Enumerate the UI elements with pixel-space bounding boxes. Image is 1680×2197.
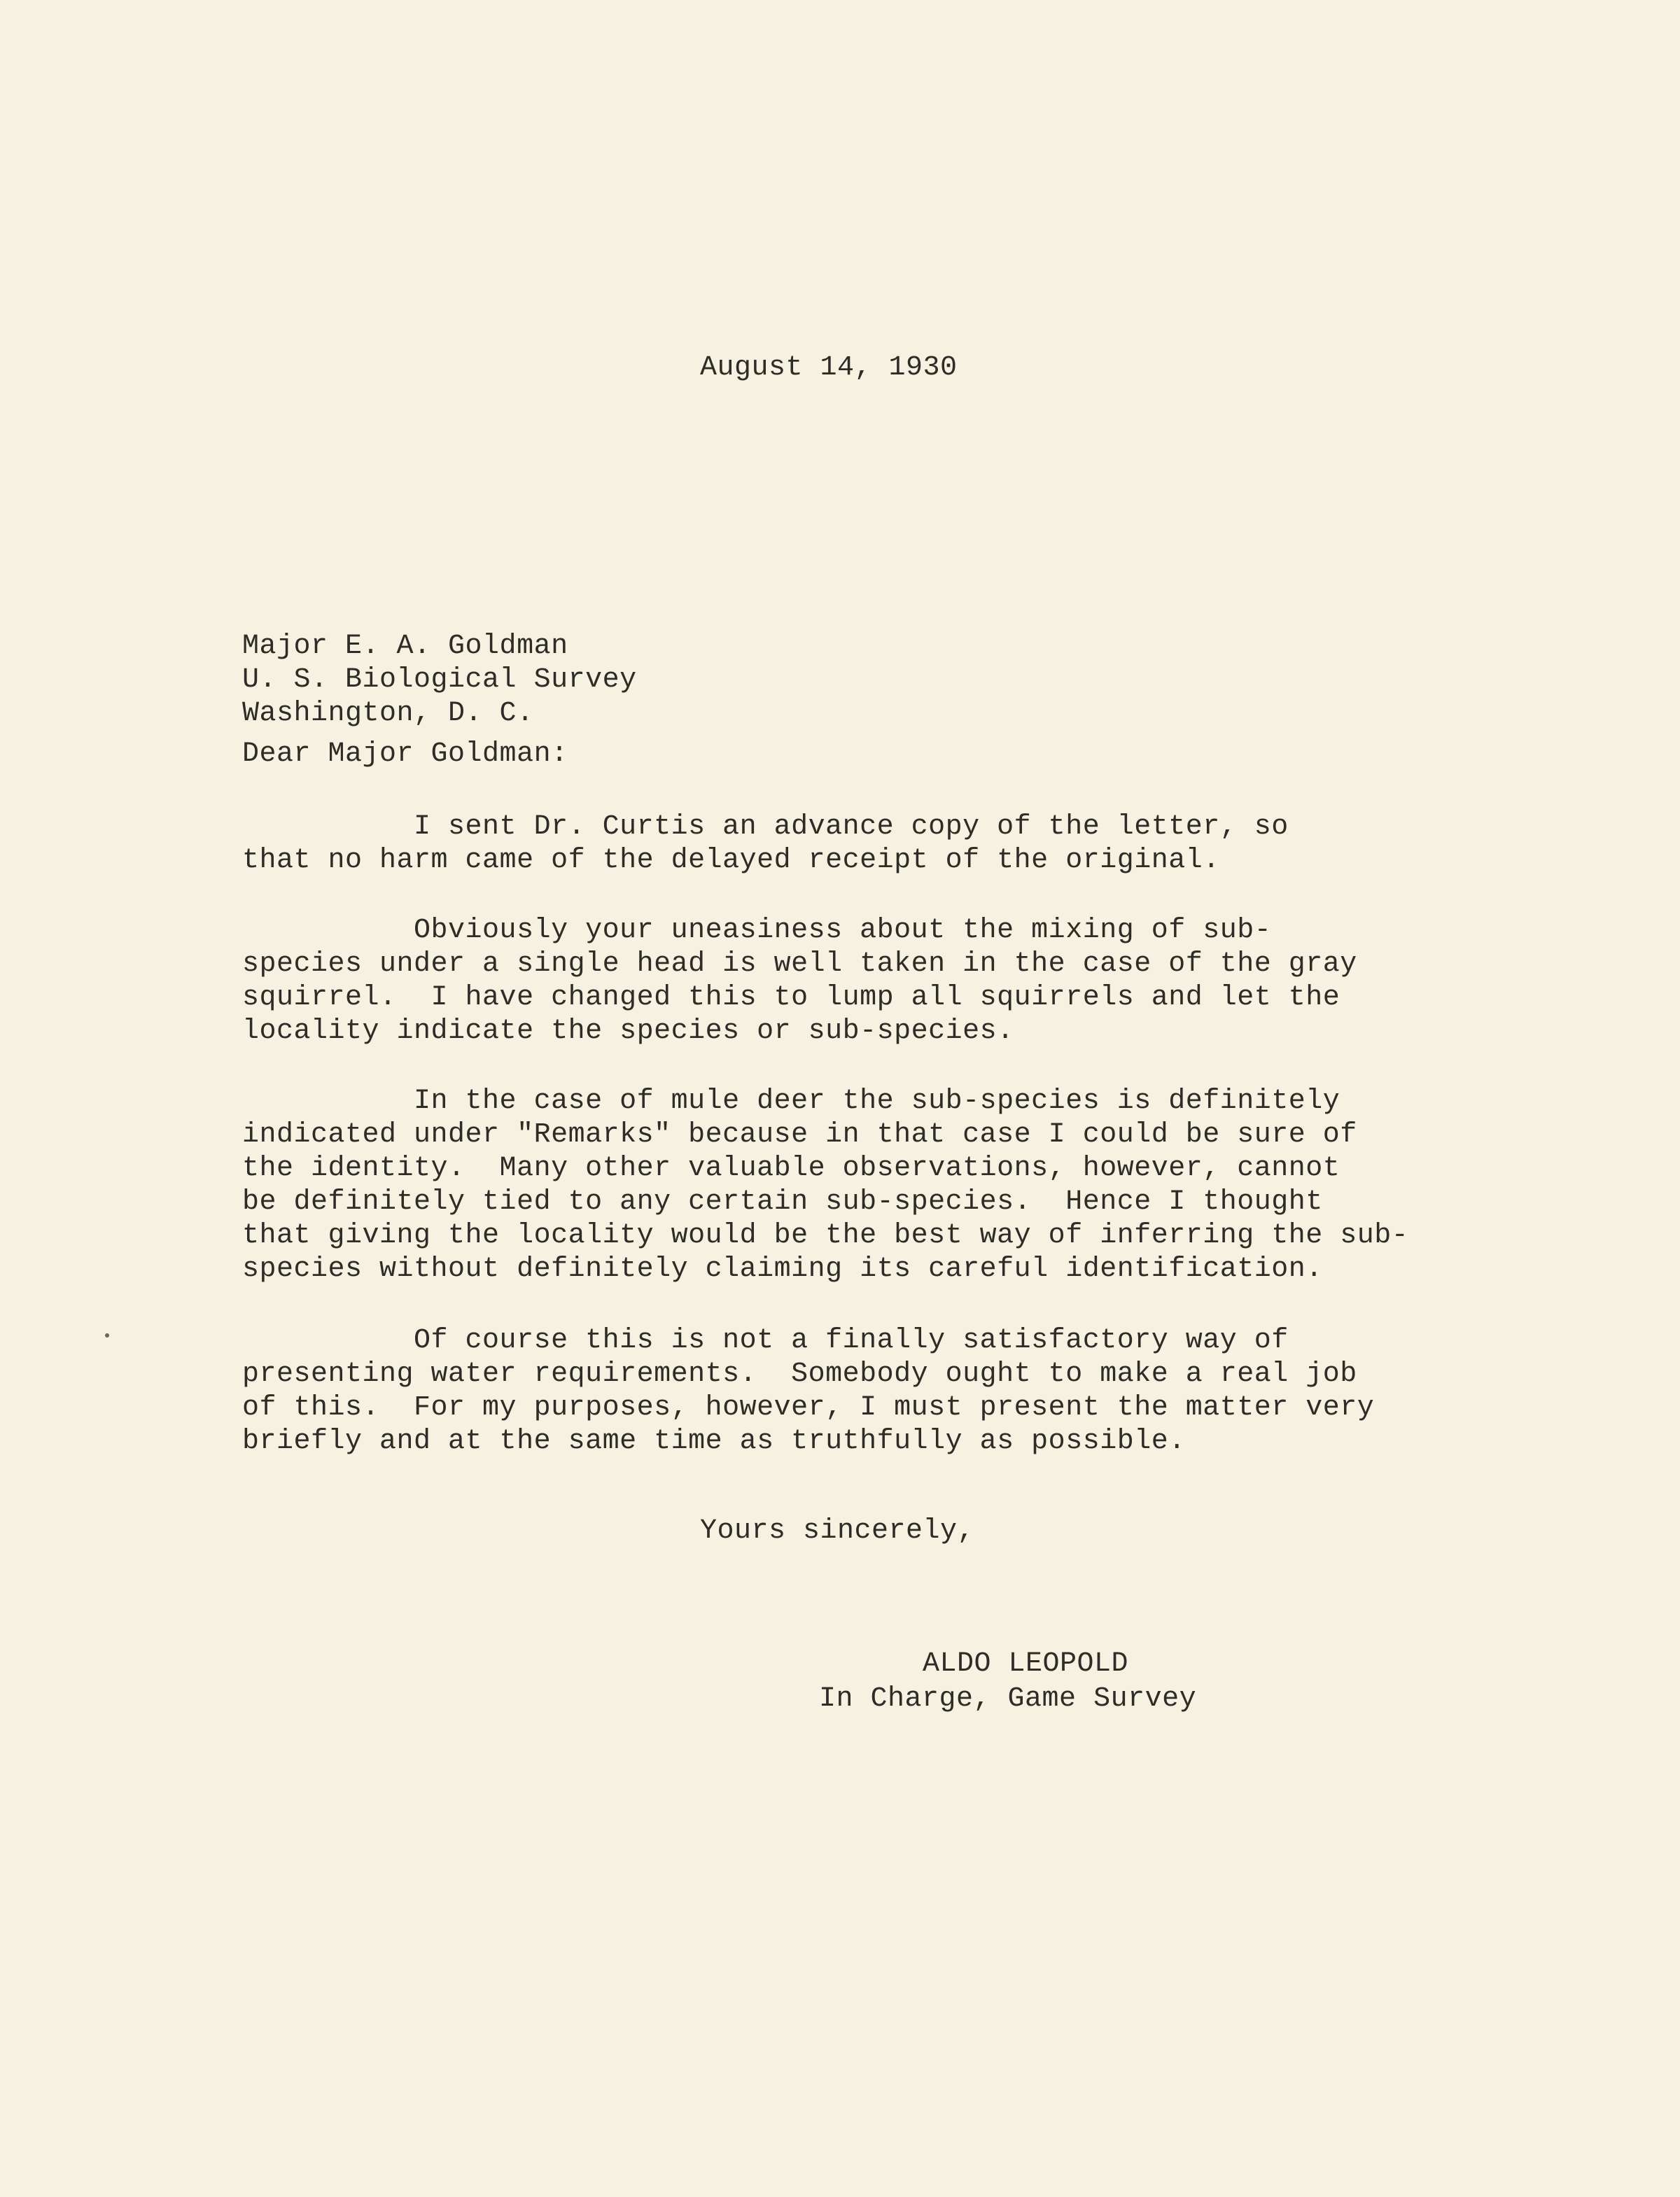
signer-name: ALDO LEOPOLD [923,1648,1129,1680]
paragraph-line: that no harm came of the delayed receipt of the original. [242,845,1220,876]
paragraph-line: In the case of mule deer the sub-species is definitely [242,1086,1340,1117]
paragraph-line: briefly and at the same time as truthfully as possible. [242,1426,1186,1457]
paragraph-line: presenting water requirements. Somebody ought to make a real job [242,1359,1357,1390]
paragraph-line: species under a single head is well taken in the case of the gray [242,948,1357,980]
paragraph-line: that giving the locality would be the best way of inferring the sub- [242,1220,1409,1251]
paragraph-line: species without definitely claiming its careful identification. [242,1254,1323,1285]
address-line-name: Major E. A. Goldman [242,631,568,662]
paragraph-line: the identity. Many other valuable observations, however, cannot [242,1153,1340,1184]
address-line-organization: U. S. Biological Survey [242,664,637,696]
paragraph-line: indicated under "Remarks" because in that case I could be sure of [242,1119,1357,1151]
body-paragraph-4 [242,1324,1432,1459]
salutation: Dear Major Goldman: [242,738,568,770]
paragraph-line: locality indicate the species or sub-species. [242,1016,1014,1047]
paragraph-line: I sent Dr. Curtis an advance copy of the letter, so [242,811,1289,843]
address-line-city: Washington, D. C. [242,698,534,729]
recipient-address [242,630,637,731]
paragraph-line: be definitely tied to any certain sub-species. Hence I thought [242,1186,1323,1218]
body-paragraph-2 [242,914,1432,1048]
letter-date: August 14, 1930 [700,352,958,384]
signer-title: In Charge, Game Survey [819,1683,1197,1715]
paragraph-line: of this. For my purposes, however, I must present the matter very [242,1392,1375,1424]
closing: Yours sincerely, [700,1515,975,1547]
paragraph-line: squirrel. I have changed this to lump all squirrels and let the [242,982,1340,1013]
paragraph-line: Obviously your uneasiness about the mixing of sub- [242,915,1272,946]
paper-speck [105,1333,109,1338]
paragraph-line: Of course this is not a finally satisfactory way of [242,1325,1289,1356]
body-paragraph-3 [242,1085,1432,1286]
body-paragraph-1 [242,810,1432,878]
